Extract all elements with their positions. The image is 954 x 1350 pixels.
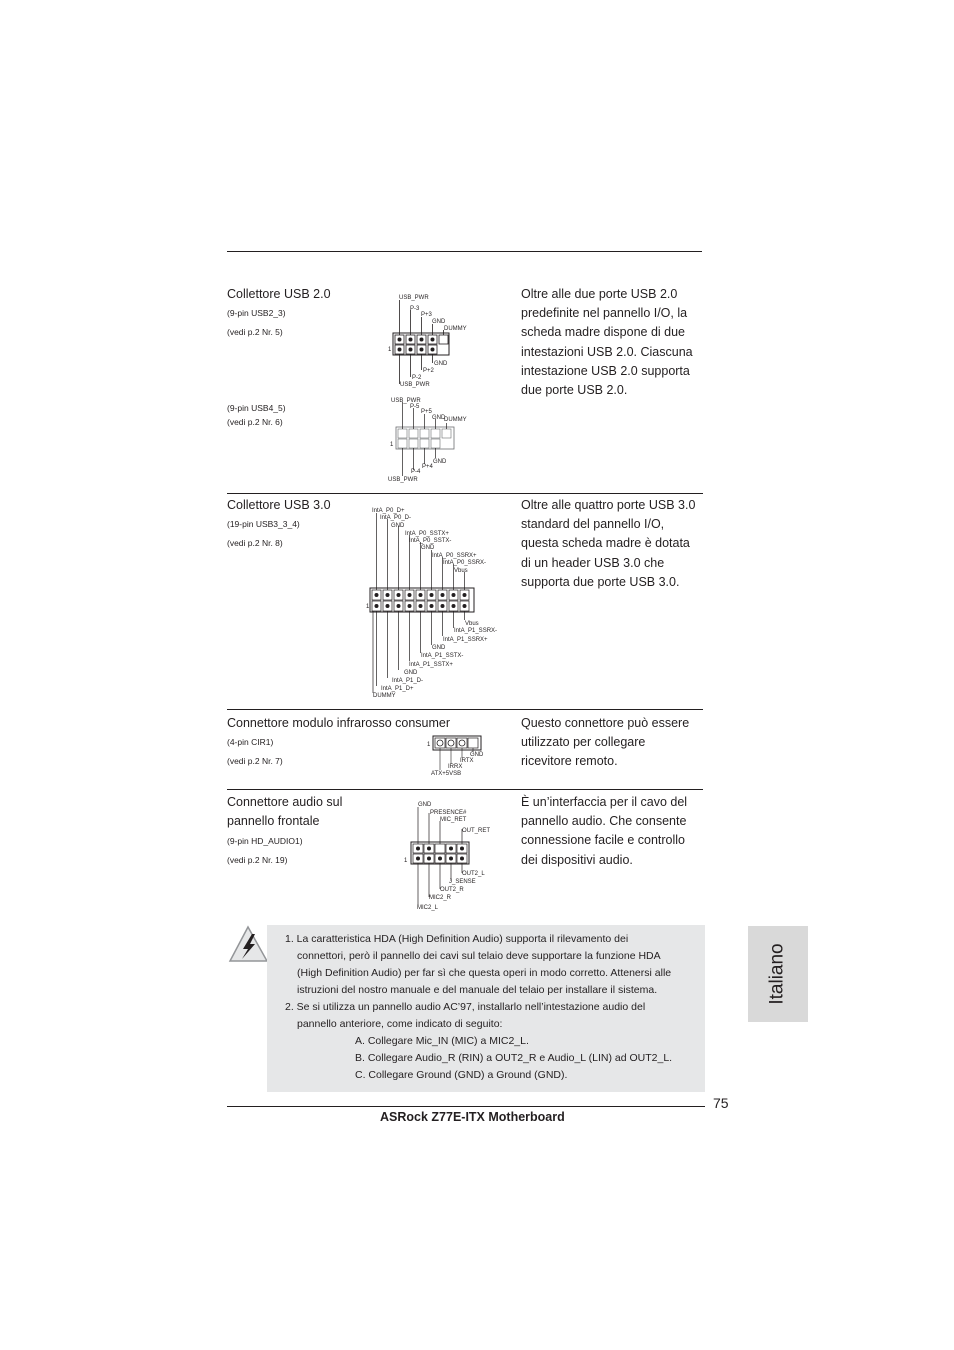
pin-label: PRESENCE# <box>430 810 467 816</box>
pin-label: IntA_P0_SSTX- <box>409 538 452 544</box>
pin-label: USB_PWR <box>400 382 430 388</box>
audio-description <box>521 793 706 870</box>
header-rule <box>227 251 702 252</box>
cir-subtitle: (4-pin CIR1) <box>227 737 274 747</box>
pin-one-marker: 1 <box>366 604 370 610</box>
usb20-subtitle-2: (9-pin USB4_5) <box>227 403 286 413</box>
pin-label: IntA_P0_D+ <box>372 508 405 514</box>
pin-label: P+4 <box>422 464 433 470</box>
note-step: B. Collegare Audio_R (RIN) a OUT2_R e Audio_L (LIN) ad OUT2_L. <box>355 1052 673 1064</box>
desc-line: Questo connettore può essere <box>521 716 690 730</box>
pin-label: P-2 <box>412 375 422 381</box>
pin-label: USB_PWR <box>388 477 418 483</box>
pin-label: IntA_P1_SSTX+ <box>409 662 453 668</box>
note-step: C. Collegare Ground (GND) a Ground (GND). <box>355 1069 568 1081</box>
usb20-description <box>521 285 706 400</box>
pin-label: IntA_P0_D- <box>380 515 412 521</box>
pin-label: USB_PWR <box>399 295 429 301</box>
pin-one-marker: 1 <box>404 858 408 864</box>
note-1-line: 1. La caratteristica HDA (High Definition Audio) supporta il rilevamento dei <box>285 933 629 945</box>
pin-label: GND <box>391 523 405 529</box>
pin-label: DUMMY <box>444 417 467 423</box>
note-2-line: 2. Se si utilizza un pannello audio AC’97, installarlo nell’intestazione audio del <box>285 1001 646 1013</box>
desc-line: intestazione USB 2.0 supporta <box>521 363 690 378</box>
desc-line: È un’interfaccia per il cavo del <box>521 795 688 809</box>
pin-label: OUT2_L <box>462 871 485 877</box>
pin-label: IntA_P1_D- <box>392 678 424 684</box>
pin-label: OUT_RET <box>462 828 491 834</box>
page-number: 75 <box>713 1095 729 1111</box>
desc-line: standard del pannello I/O, <box>521 517 665 532</box>
pin-label: DUMMY <box>373 693 396 699</box>
audio-subtitle: (9-pin HD_AUDIO1) <box>227 836 303 846</box>
pin-label: GND <box>432 645 446 651</box>
note-1-line: connettori, però il pannello dei cavi sul telaio deve supportare la funzione HDA <box>297 950 661 962</box>
desc-line: Oltre alle quattro porte USB 3.0 <box>521 498 696 512</box>
usb30-title: Collettore USB 3.0 <box>227 498 331 512</box>
usb30-ref: (vedi p.2 Nr. 8) <box>227 538 283 548</box>
section-divider <box>227 709 703 710</box>
pin-label: IntA_P0_SSRX- <box>443 560 487 566</box>
audio-title-line1: Connettore audio sul <box>227 795 343 809</box>
pin-label: OUT2_R <box>440 887 464 893</box>
cir-description <box>521 714 706 772</box>
pin-label: GND <box>404 670 418 676</box>
pin-label: P-3 <box>410 306 420 312</box>
desc-line: ricevitore remoto. <box>521 754 618 769</box>
desc-line: questa scheda madre è dotata <box>521 536 690 551</box>
usb20-ref-1: (vedi p.2 Nr. 5) <box>227 327 283 337</box>
pin-label: GND <box>434 361 448 367</box>
usb30-description <box>521 496 706 592</box>
note-2-line: pannello anteriore, come indicato di seguito: <box>297 1018 503 1030</box>
pin-label: IntA_P0_SSRX+ <box>432 553 477 559</box>
pin-one-marker: 1 <box>388 347 392 353</box>
note-box <box>267 925 705 1092</box>
pin-label: P+3 <box>421 312 432 318</box>
desc-line: utilizzato per collegare <box>521 735 646 750</box>
audio-ref: (vedi p.2 Nr. 19) <box>227 855 288 865</box>
pin-label: IntA_P1_SSRX+ <box>443 637 488 643</box>
language-tab-label: Italiano <box>767 943 788 1005</box>
pin-label: GND <box>418 802 432 808</box>
section-divider <box>227 493 703 494</box>
pin-label: J_SENSE <box>449 879 476 885</box>
pin-label: ATX+5VSB <box>431 771 462 777</box>
note-step: A. Collegare Mic_IN (MIC) a MIC2_L. <box>355 1035 529 1047</box>
pin-label: DUMMY <box>444 326 467 332</box>
usb20-title: Collettore USB 2.0 <box>227 287 331 301</box>
pin-label: IntA_P0_SSTX+ <box>405 531 449 537</box>
cir-ref: (vedi p.2 Nr. 7) <box>227 756 283 766</box>
pin-label: GND <box>433 459 447 465</box>
hd-audio-pinout-diagram <box>403 796 503 914</box>
footer-rule <box>227 1106 705 1107</box>
pin-label: IntA_P1_D+ <box>381 686 414 692</box>
usb30-subtitle: (19-pin USB3_3_4) <box>227 519 300 529</box>
pin-label: GND <box>421 545 435 551</box>
note-1-line: (High Definition Audio) per far sì che questa operi in modo corretto. Attenersi alle <box>297 967 672 979</box>
desc-line: predefinite nel pannello I/O, la <box>521 306 688 321</box>
pin-label: P-4 <box>411 469 421 475</box>
pin-one-marker: 1 <box>427 742 431 748</box>
pin-one-marker: 1 <box>390 442 394 448</box>
usb23-pinout-diagram <box>385 290 485 390</box>
pin-label: IntA_P1_SSTX- <box>421 653 464 659</box>
pin-label: IntA_P1_SSRX- <box>454 628 498 634</box>
warning-icon <box>228 924 270 964</box>
desc-line: supporta due porte USB 3.0. <box>521 574 680 589</box>
pin-label: MIC_RET <box>440 817 467 823</box>
desc-line: scheda madre dispone di due <box>521 325 686 340</box>
language-side-tab <box>748 926 808 1022</box>
pin-label: P-5 <box>410 404 420 410</box>
desc-line: due porte USB 2.0. <box>521 383 628 398</box>
usb20-ref-2: (vedi p.2 Nr. 6) <box>227 417 283 427</box>
desc-line: connessione facile e controllo <box>521 833 685 848</box>
usb20-subtitle-1: (9-pin USB2_3) <box>227 308 286 318</box>
desc-line: pannello audio. Che consente <box>521 814 687 829</box>
pin-label: GND <box>470 752 484 758</box>
usb45-pinout-diagram <box>386 394 486 486</box>
pin-label: IRTX <box>460 758 474 764</box>
pin-label: Vbus <box>454 568 468 574</box>
footer-title: ASRock Z77E-ITX Motherboard <box>380 1110 565 1124</box>
desc-line: di un header USB 3.0 che <box>521 555 665 570</box>
pin-label: IRRX <box>448 764 463 770</box>
desc-line: Oltre alle due porte USB 2.0 <box>521 287 678 301</box>
desc-line: intestazioni USB 2.0. Ciascuna <box>521 344 693 359</box>
pin-label: GND <box>432 415 446 421</box>
audio-title-line2: pannello frontale <box>227 814 320 828</box>
cir-title: Connettore modulo infrarosso consumer <box>227 716 451 730</box>
section-divider <box>227 789 703 790</box>
pin-label: GND <box>432 319 446 325</box>
note-1-line: istruzioni del nostro manuale e del manuale del telaio per installare il sistema. <box>297 984 658 996</box>
desc-line: dei dispositivi audio. <box>521 852 633 867</box>
pin-label: Vbus <box>465 621 479 627</box>
pin-label: P+2 <box>423 368 434 374</box>
cir-pinout-diagram <box>426 734 490 778</box>
usb3-pinout-diagram <box>364 502 504 702</box>
pin-label: P+5 <box>421 409 432 415</box>
pin-label: MIC2_L <box>417 905 439 911</box>
pin-label: MIC2_R <box>429 895 452 901</box>
pin-label: USB_PWR <box>391 398 421 404</box>
